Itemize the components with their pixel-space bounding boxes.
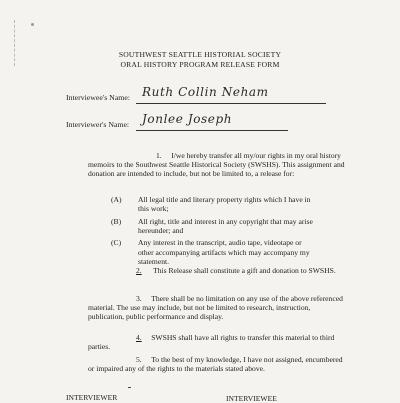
interviewer-signature: Jonlee Joseph: [142, 112, 233, 126]
clause-4: [88, 333, 346, 351]
clause-number: 3.: [136, 294, 142, 303]
list-item: [111, 195, 316, 213]
clause-number: 2.: [136, 266, 142, 275]
signature-tick: [128, 387, 131, 388]
interviewer-signature-label: INTERVIEWER: [66, 393, 118, 402]
list-marker: (A): [111, 195, 122, 204]
interviewee-signature: Ruth Collin Neham: [142, 85, 269, 99]
clause-text: To the best of my knowledge, I have not assigned, encumbered or impaired any of the rights to the materials stated above.: [88, 355, 343, 374]
interviewee-label: Interviewee's Name:: [66, 93, 130, 102]
org-name: SOUTHWEST SEATTLE HISTORIAL SOCIETY: [118, 50, 282, 59]
clause-text: There shall be no limitation on any use of the above referenced material. The use may include, but not be limited to research, instruction, publication, public performance and display.: [88, 294, 343, 322]
list-text: All legal title and literary property rights which I have in this work;: [138, 195, 311, 214]
list-text: Any interest in the transcript, audio tape, videotape or other accompanying artifacts which may accompany my statement.: [138, 238, 310, 266]
clause-text: I/we hereby transfer all my/our rights in my oral history memoirs to the Southwest Seattle Historical Society (SWSHS). This assignment and donation are intended to include, but not be limited to, a release for:: [88, 151, 345, 179]
interviewer-label: Interviewer's Name:: [66, 120, 130, 129]
clause-3: [88, 294, 346, 322]
list-item: [111, 238, 316, 266]
form-title: ORAL HISTORY PROGRAM RELEASE FORM: [120, 60, 280, 69]
list-text: All right, title and interest in any copyright that may arise hereunder; and: [138, 216, 313, 235]
clause-1: [88, 151, 346, 179]
interviewer-line: [136, 130, 288, 131]
interviewee-signature-label: INTERVIEWEE: [226, 394, 277, 403]
interviewee-line: [136, 103, 326, 104]
clause-text: SWSHS shall have all rights to transfer this material to third parties.: [88, 333, 335, 352]
clause-number: 1.: [156, 151, 162, 160]
clause-2: [88, 266, 346, 275]
list-marker: (B): [111, 216, 122, 226]
scan-dot: [31, 23, 34, 26]
clause-number: 4.: [136, 333, 142, 342]
rights-list: [111, 195, 316, 269]
list-marker: (C): [111, 238, 122, 248]
clause-5: [88, 355, 346, 373]
clause-number: 5.: [136, 355, 142, 364]
clause-text: This Release shall constitute a gift and donation to SWSHS.: [153, 266, 336, 275]
list-item: [111, 217, 316, 235]
